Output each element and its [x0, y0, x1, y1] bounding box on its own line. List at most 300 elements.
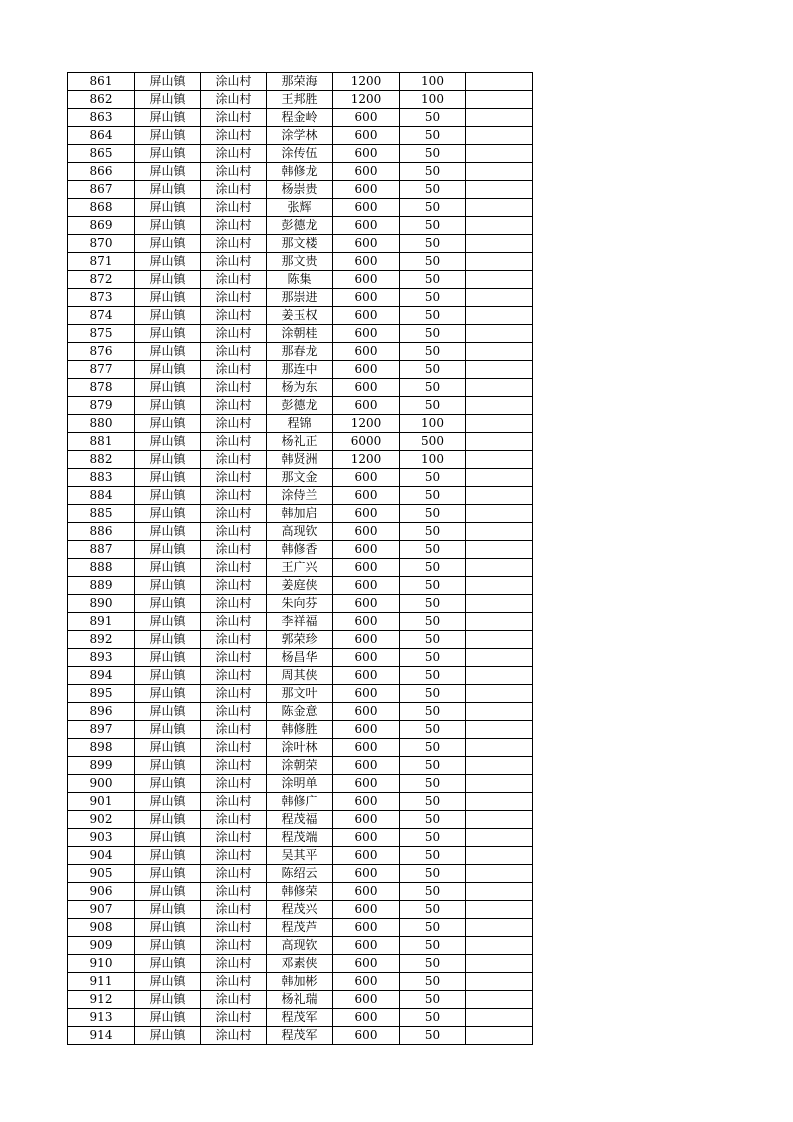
amount-cell: 600 — [333, 271, 400, 289]
name-cell: 陈绍云 — [267, 865, 333, 883]
town-cell: 屏山镇 — [135, 505, 201, 523]
subsidy-cell: 50 — [400, 577, 466, 595]
subsidy-cell: 50 — [400, 505, 466, 523]
town-cell: 屏山镇 — [135, 397, 201, 415]
remark-cell — [466, 163, 533, 181]
amount-cell: 600 — [333, 757, 400, 775]
table-row — [68, 901, 533, 919]
town-cell: 屏山镇 — [135, 847, 201, 865]
serial-number-cell: 872 — [68, 271, 135, 289]
town-cell: 屏山镇 — [135, 649, 201, 667]
serial-number-cell: 900 — [68, 775, 135, 793]
serial-number-cell: 878 — [68, 379, 135, 397]
town-cell: 屏山镇 — [135, 415, 201, 433]
serial-number-cell: 870 — [68, 235, 135, 253]
remark-cell — [466, 1027, 533, 1045]
remark-cell — [466, 217, 533, 235]
remark-cell — [466, 919, 533, 937]
village-cell: 涂山村 — [201, 973, 267, 991]
serial-number-cell: 908 — [68, 919, 135, 937]
town-cell: 屏山镇 — [135, 469, 201, 487]
serial-number-cell: 868 — [68, 199, 135, 217]
table-row — [68, 667, 533, 685]
village-cell: 涂山村 — [201, 307, 267, 325]
subsidy-cell: 50 — [400, 127, 466, 145]
amount-cell: 600 — [333, 469, 400, 487]
remark-cell — [466, 973, 533, 991]
remark-cell — [466, 1009, 533, 1027]
table-row — [68, 955, 533, 973]
amount-cell: 600 — [333, 649, 400, 667]
subsidy-cell: 50 — [400, 289, 466, 307]
serial-number-cell: 910 — [68, 955, 135, 973]
town-cell: 屏山镇 — [135, 487, 201, 505]
table-row — [68, 649, 533, 667]
table-row — [68, 253, 533, 271]
name-cell: 吴其平 — [267, 847, 333, 865]
subsidy-cell: 100 — [400, 451, 466, 469]
remark-cell — [466, 541, 533, 559]
town-cell: 屏山镇 — [135, 91, 201, 109]
name-cell: 程茂军 — [267, 1027, 333, 1045]
subsidy-cell: 100 — [400, 73, 466, 91]
amount-cell: 600 — [333, 901, 400, 919]
name-cell: 朱向芬 — [267, 595, 333, 613]
village-cell: 涂山村 — [201, 181, 267, 199]
village-cell: 涂山村 — [201, 199, 267, 217]
remark-cell — [466, 739, 533, 757]
serial-number-cell: 902 — [68, 811, 135, 829]
table-row — [68, 973, 533, 991]
town-cell: 屏山镇 — [135, 775, 201, 793]
town-cell: 屏山镇 — [135, 811, 201, 829]
name-cell: 程锦 — [267, 415, 333, 433]
name-cell: 韩加启 — [267, 505, 333, 523]
remark-cell — [466, 631, 533, 649]
serial-number-cell: 901 — [68, 793, 135, 811]
table-row — [68, 163, 533, 181]
town-cell: 屏山镇 — [135, 1027, 201, 1045]
town-cell: 屏山镇 — [135, 523, 201, 541]
serial-number-cell: 897 — [68, 721, 135, 739]
subsidy-cell: 50 — [400, 973, 466, 991]
amount-cell: 600 — [333, 883, 400, 901]
subsidy-cell: 100 — [400, 91, 466, 109]
subsidy-cell: 50 — [400, 685, 466, 703]
village-cell: 涂山村 — [201, 847, 267, 865]
name-cell: 程茂军 — [267, 1009, 333, 1027]
town-cell: 屏山镇 — [135, 271, 201, 289]
subsidy-cell: 50 — [400, 757, 466, 775]
remark-cell — [466, 811, 533, 829]
table-row — [68, 469, 533, 487]
town-cell: 屏山镇 — [135, 451, 201, 469]
subsidy-cell: 50 — [400, 271, 466, 289]
town-cell: 屏山镇 — [135, 991, 201, 1009]
table-row — [68, 199, 533, 217]
amount-cell: 600 — [333, 1027, 400, 1045]
amount-cell: 6000 — [333, 433, 400, 451]
table-row — [68, 487, 533, 505]
village-cell: 涂山村 — [201, 109, 267, 127]
amount-cell: 600 — [333, 307, 400, 325]
serial-number-cell: 889 — [68, 577, 135, 595]
village-cell: 涂山村 — [201, 721, 267, 739]
town-cell: 屏山镇 — [135, 739, 201, 757]
name-cell: 涂侍兰 — [267, 487, 333, 505]
village-cell: 涂山村 — [201, 775, 267, 793]
amount-cell: 600 — [333, 739, 400, 757]
amount-cell: 600 — [333, 487, 400, 505]
village-cell: 涂山村 — [201, 631, 267, 649]
remark-cell — [466, 937, 533, 955]
village-cell: 涂山村 — [201, 577, 267, 595]
amount-cell: 600 — [333, 559, 400, 577]
subsidy-cell: 50 — [400, 631, 466, 649]
name-cell: 那文叶 — [267, 685, 333, 703]
table-row — [68, 685, 533, 703]
subsidy-cell: 50 — [400, 649, 466, 667]
table-row — [68, 343, 533, 361]
village-cell: 涂山村 — [201, 361, 267, 379]
amount-cell: 600 — [333, 127, 400, 145]
table-row — [68, 721, 533, 739]
serial-number-cell: 896 — [68, 703, 135, 721]
subsidy-cell: 50 — [400, 343, 466, 361]
remark-cell — [466, 235, 533, 253]
town-cell: 屏山镇 — [135, 973, 201, 991]
serial-number-cell: 882 — [68, 451, 135, 469]
town-cell: 屏山镇 — [135, 685, 201, 703]
village-cell: 涂山村 — [201, 991, 267, 1009]
name-cell: 陈集 — [267, 271, 333, 289]
village-cell: 涂山村 — [201, 325, 267, 343]
serial-number-cell: 895 — [68, 685, 135, 703]
serial-number-cell: 906 — [68, 883, 135, 901]
town-cell: 屏山镇 — [135, 1009, 201, 1027]
serial-number-cell: 909 — [68, 937, 135, 955]
amount-cell: 600 — [333, 811, 400, 829]
village-cell: 涂山村 — [201, 703, 267, 721]
subsidy-cell: 50 — [400, 811, 466, 829]
subsidy-cell: 50 — [400, 847, 466, 865]
village-cell: 涂山村 — [201, 271, 267, 289]
remark-cell — [466, 379, 533, 397]
name-cell: 程茂福 — [267, 811, 333, 829]
village-cell: 涂山村 — [201, 487, 267, 505]
remark-cell — [466, 109, 533, 127]
subsidy-cell: 50 — [400, 721, 466, 739]
serial-number-cell: 893 — [68, 649, 135, 667]
subsidy-cell: 50 — [400, 883, 466, 901]
amount-cell: 600 — [333, 937, 400, 955]
amount-cell: 600 — [333, 721, 400, 739]
remark-cell — [466, 883, 533, 901]
amount-cell: 600 — [333, 595, 400, 613]
village-cell: 涂山村 — [201, 127, 267, 145]
subsidy-cell: 50 — [400, 109, 466, 127]
village-cell: 涂山村 — [201, 541, 267, 559]
village-cell: 涂山村 — [201, 145, 267, 163]
table-row — [68, 793, 533, 811]
table-row — [68, 451, 533, 469]
amount-cell: 600 — [333, 163, 400, 181]
town-cell: 屏山镇 — [135, 955, 201, 973]
serial-number-cell: 911 — [68, 973, 135, 991]
town-cell: 屏山镇 — [135, 73, 201, 91]
table-row — [68, 127, 533, 145]
serial-number-cell: 861 — [68, 73, 135, 91]
remark-cell — [466, 991, 533, 1009]
table-row — [68, 829, 533, 847]
serial-number-cell: 874 — [68, 307, 135, 325]
village-cell: 涂山村 — [201, 595, 267, 613]
village-cell: 涂山村 — [201, 883, 267, 901]
town-cell: 屏山镇 — [135, 919, 201, 937]
village-cell: 涂山村 — [201, 451, 267, 469]
remark-cell — [466, 487, 533, 505]
village-cell: 涂山村 — [201, 505, 267, 523]
town-cell: 屏山镇 — [135, 289, 201, 307]
town-cell: 屏山镇 — [135, 829, 201, 847]
amount-cell: 600 — [333, 343, 400, 361]
table-row — [68, 1027, 533, 1045]
remark-cell — [466, 325, 533, 343]
subsidy-cell: 50 — [400, 901, 466, 919]
village-cell: 涂山村 — [201, 433, 267, 451]
serial-number-cell: 875 — [68, 325, 135, 343]
subsidy-cell: 50 — [400, 667, 466, 685]
town-cell: 屏山镇 — [135, 577, 201, 595]
subsidy-cell: 50 — [400, 235, 466, 253]
serial-number-cell: 865 — [68, 145, 135, 163]
remark-cell — [466, 595, 533, 613]
amount-cell: 600 — [333, 217, 400, 235]
serial-number-cell: 862 — [68, 91, 135, 109]
remark-cell — [466, 361, 533, 379]
remark-cell — [466, 199, 533, 217]
name-cell: 郭荣珍 — [267, 631, 333, 649]
amount-cell: 600 — [333, 865, 400, 883]
table-row — [68, 289, 533, 307]
serial-number-cell: 876 — [68, 343, 135, 361]
record-table — [67, 72, 533, 1045]
subsidy-cell: 50 — [400, 379, 466, 397]
village-cell: 涂山村 — [201, 73, 267, 91]
village-cell: 涂山村 — [201, 811, 267, 829]
subsidy-cell: 50 — [400, 793, 466, 811]
remark-cell — [466, 433, 533, 451]
remark-cell — [466, 451, 533, 469]
subsidy-cell: 50 — [400, 181, 466, 199]
amount-cell: 600 — [333, 991, 400, 1009]
table-row — [68, 919, 533, 937]
village-cell: 涂山村 — [201, 397, 267, 415]
serial-number-cell: 866 — [68, 163, 135, 181]
table-row — [68, 73, 533, 91]
name-cell: 韩修龙 — [267, 163, 333, 181]
remark-cell — [466, 757, 533, 775]
subsidy-cell: 50 — [400, 739, 466, 757]
remark-cell — [466, 667, 533, 685]
serial-number-cell: 886 — [68, 523, 135, 541]
subsidy-cell: 50 — [400, 253, 466, 271]
amount-cell: 600 — [333, 1009, 400, 1027]
subsidy-cell: 50 — [400, 613, 466, 631]
amount-cell: 600 — [333, 973, 400, 991]
serial-number-cell: 890 — [68, 595, 135, 613]
name-cell: 杨礼瑞 — [267, 991, 333, 1009]
name-cell: 那文贵 — [267, 253, 333, 271]
remark-cell — [466, 271, 533, 289]
town-cell: 屏山镇 — [135, 883, 201, 901]
village-cell: 涂山村 — [201, 469, 267, 487]
amount-cell: 600 — [333, 253, 400, 271]
village-cell: 涂山村 — [201, 649, 267, 667]
town-cell: 屏山镇 — [135, 595, 201, 613]
town-cell: 屏山镇 — [135, 721, 201, 739]
serial-number-cell: 864 — [68, 127, 135, 145]
amount-cell: 600 — [333, 577, 400, 595]
remark-cell — [466, 847, 533, 865]
subsidy-cell: 50 — [400, 217, 466, 235]
table-row — [68, 595, 533, 613]
remark-cell — [466, 127, 533, 145]
name-cell: 涂明单 — [267, 775, 333, 793]
amount-cell: 600 — [333, 199, 400, 217]
village-cell: 涂山村 — [201, 667, 267, 685]
name-cell: 那文楼 — [267, 235, 333, 253]
village-cell: 涂山村 — [201, 415, 267, 433]
village-cell: 涂山村 — [201, 937, 267, 955]
name-cell: 韩修广 — [267, 793, 333, 811]
town-cell: 屏山镇 — [135, 901, 201, 919]
remark-cell — [466, 703, 533, 721]
name-cell: 韩加彬 — [267, 973, 333, 991]
serial-number-cell: 883 — [68, 469, 135, 487]
serial-number-cell: 892 — [68, 631, 135, 649]
table-row — [68, 703, 533, 721]
table-row — [68, 1009, 533, 1027]
serial-number-cell: 880 — [68, 415, 135, 433]
name-cell: 高现钦 — [267, 937, 333, 955]
remark-cell — [466, 559, 533, 577]
amount-cell: 600 — [333, 847, 400, 865]
serial-number-cell: 891 — [68, 613, 135, 631]
village-cell: 涂山村 — [201, 613, 267, 631]
name-cell: 邓素侠 — [267, 955, 333, 973]
subsidy-cell: 50 — [400, 865, 466, 883]
subsidy-cell: 50 — [400, 991, 466, 1009]
subsidy-cell: 50 — [400, 199, 466, 217]
remark-cell — [466, 865, 533, 883]
name-cell: 彭德龙 — [267, 397, 333, 415]
serial-number-cell: 885 — [68, 505, 135, 523]
village-cell: 涂山村 — [201, 757, 267, 775]
amount-cell: 600 — [333, 361, 400, 379]
village-cell: 涂山村 — [201, 955, 267, 973]
town-cell: 屏山镇 — [135, 127, 201, 145]
table-row — [68, 739, 533, 757]
name-cell: 涂朝桂 — [267, 325, 333, 343]
town-cell: 屏山镇 — [135, 559, 201, 577]
subsidy-cell: 50 — [400, 559, 466, 577]
serial-number-cell: 899 — [68, 757, 135, 775]
name-cell: 程茂芦 — [267, 919, 333, 937]
name-cell: 涂学林 — [267, 127, 333, 145]
town-cell: 屏山镇 — [135, 163, 201, 181]
remark-cell — [466, 523, 533, 541]
subsidy-cell: 50 — [400, 523, 466, 541]
name-cell: 那荣海 — [267, 73, 333, 91]
amount-cell: 600 — [333, 955, 400, 973]
name-cell: 王邦胜 — [267, 91, 333, 109]
amount-cell: 600 — [333, 109, 400, 127]
town-cell: 屏山镇 — [135, 361, 201, 379]
serial-number-cell: 905 — [68, 865, 135, 883]
serial-number-cell: 894 — [68, 667, 135, 685]
remark-cell — [466, 73, 533, 91]
village-cell: 涂山村 — [201, 1009, 267, 1027]
amount-cell: 600 — [333, 919, 400, 937]
town-cell: 屏山镇 — [135, 667, 201, 685]
remark-cell — [466, 415, 533, 433]
village-cell: 涂山村 — [201, 793, 267, 811]
village-cell: 涂山村 — [201, 379, 267, 397]
remark-cell — [466, 901, 533, 919]
amount-cell: 600 — [333, 631, 400, 649]
remark-cell — [466, 613, 533, 631]
name-cell: 那春龙 — [267, 343, 333, 361]
amount-cell: 600 — [333, 145, 400, 163]
village-cell: 涂山村 — [201, 865, 267, 883]
subsidy-cell: 50 — [400, 163, 466, 181]
name-cell: 涂传伍 — [267, 145, 333, 163]
amount-cell: 600 — [333, 235, 400, 253]
subsidy-cell: 50 — [400, 469, 466, 487]
amount-cell: 600 — [333, 667, 400, 685]
table-row — [68, 361, 533, 379]
amount-cell: 600 — [333, 703, 400, 721]
remark-cell — [466, 181, 533, 199]
village-cell: 涂山村 — [201, 739, 267, 757]
village-cell: 涂山村 — [201, 253, 267, 271]
remark-cell — [466, 343, 533, 361]
name-cell: 杨礼正 — [267, 433, 333, 451]
serial-number-cell: 877 — [68, 361, 135, 379]
table-row — [68, 271, 533, 289]
village-cell: 涂山村 — [201, 343, 267, 361]
amount-cell: 600 — [333, 289, 400, 307]
name-cell: 姜玉权 — [267, 307, 333, 325]
amount-cell: 1200 — [333, 415, 400, 433]
village-cell: 涂山村 — [201, 289, 267, 307]
serial-number-cell: 913 — [68, 1009, 135, 1027]
table-row — [68, 523, 533, 541]
table-row — [68, 757, 533, 775]
table-row — [68, 217, 533, 235]
amount-cell: 600 — [333, 379, 400, 397]
town-cell: 屏山镇 — [135, 865, 201, 883]
name-cell: 韩修荣 — [267, 883, 333, 901]
town-cell: 屏山镇 — [135, 235, 201, 253]
serial-number-cell: 871 — [68, 253, 135, 271]
town-cell: 屏山镇 — [135, 307, 201, 325]
town-cell: 屏山镇 — [135, 379, 201, 397]
remark-cell — [466, 397, 533, 415]
amount-cell: 600 — [333, 325, 400, 343]
serial-number-cell: 887 — [68, 541, 135, 559]
